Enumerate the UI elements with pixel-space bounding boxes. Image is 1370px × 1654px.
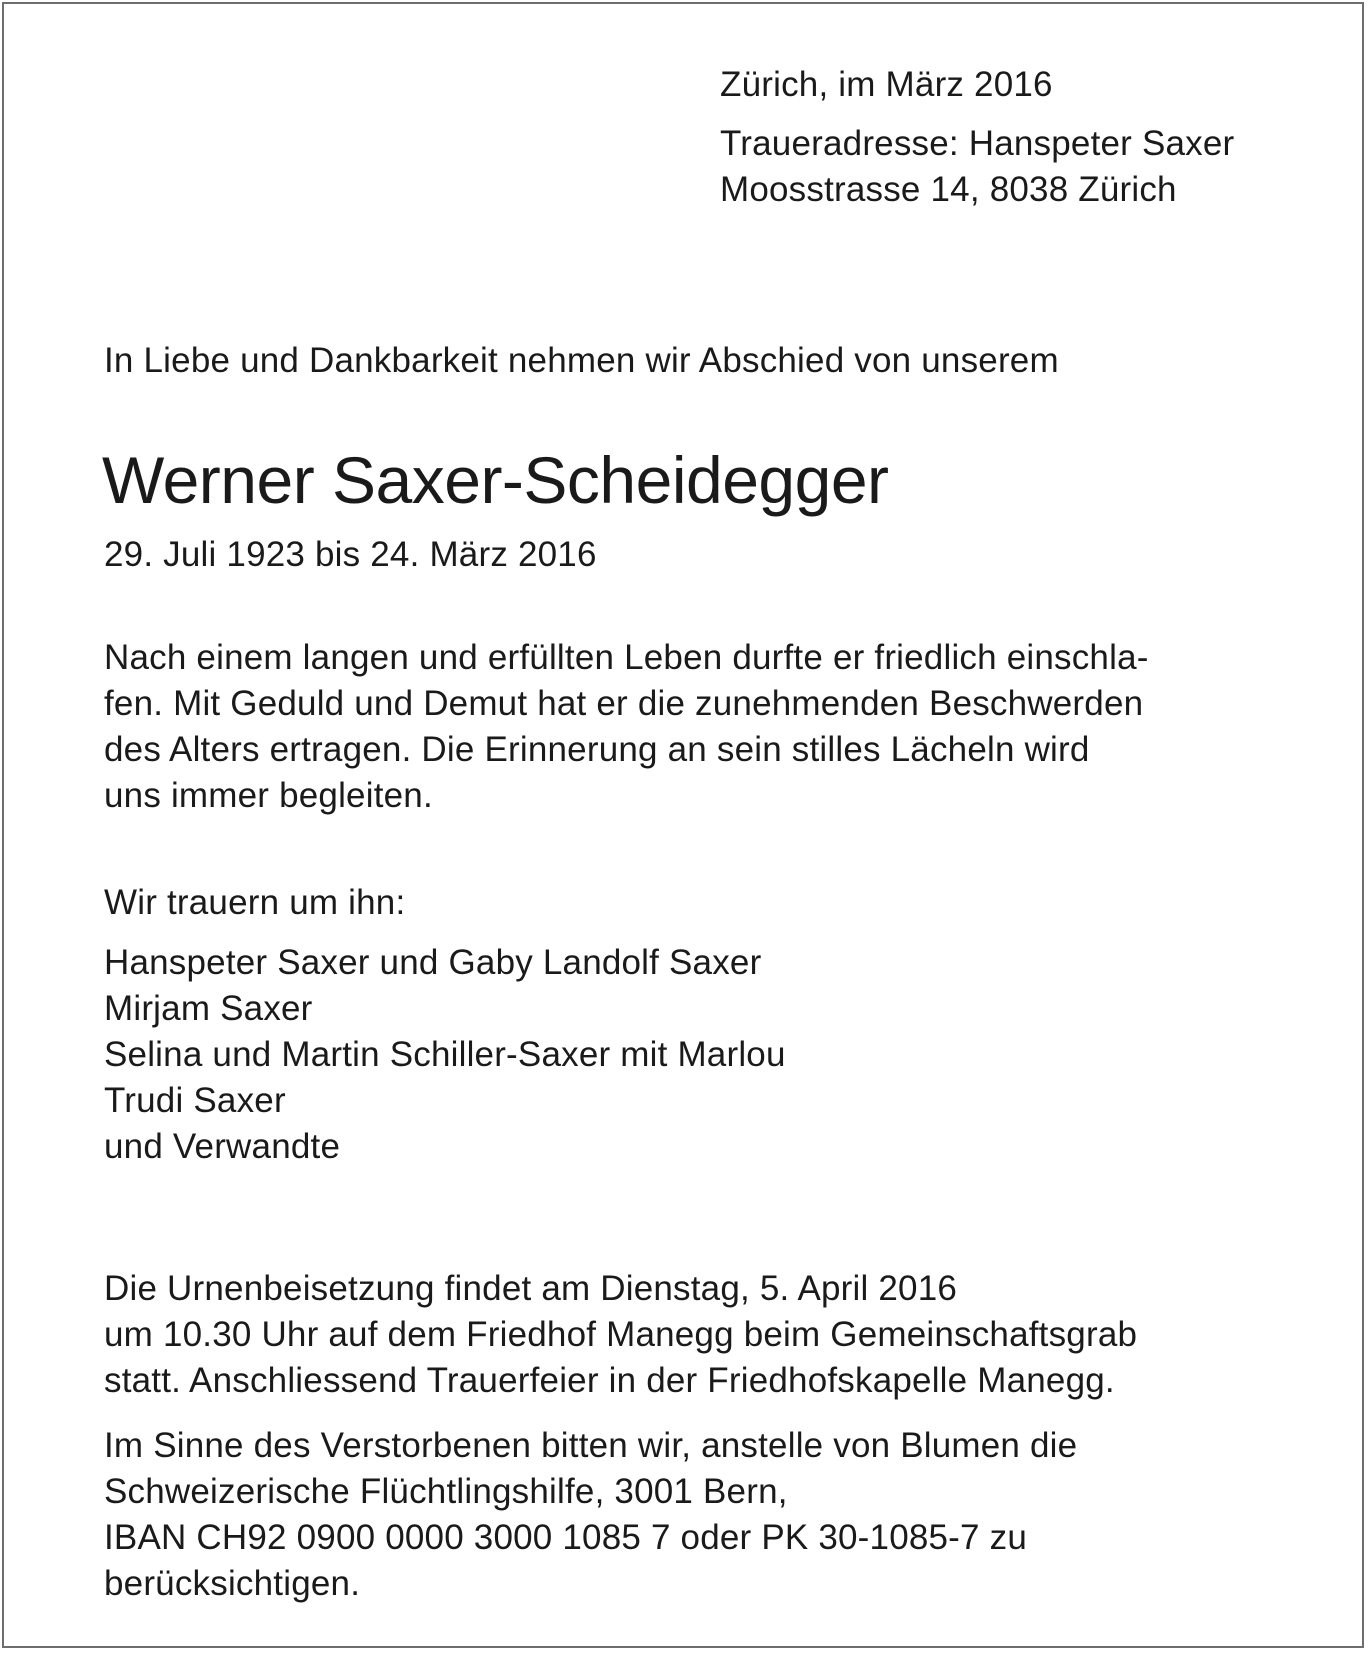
tribute-line: des Alters ertragen. Die Erinnerung an sein stilles Lächeln wird <box>104 730 1090 769</box>
donation-line: Im Sinne des Verstorbenen bitten wir, anstelle von Blumen die <box>104 1426 1078 1465</box>
address-line-2: Moosstrasse 14, 8038 Zürich <box>720 170 1177 209</box>
tribute-paragraph <box>104 635 1149 819</box>
deceased-name: Werner Saxer-Scheidegger <box>102 443 889 517</box>
tribute-line: Nach einem langen und erfüllten Leben durfte er friedlich einschla- <box>104 638 1149 677</box>
mourner-name: Hanspeter Saxer und Gaby Landolf Saxer <box>104 943 762 982</box>
donation-line: Schweizerische Flüchtlingshilfe, 3001 Bern, <box>104 1472 788 1511</box>
notice-frame <box>2 2 1364 1648</box>
ceremony-line: Die Urnenbeisetzung findet am Dienstag, 5. April 2016 <box>104 1269 958 1308</box>
mourner-name: und Verwandte <box>104 1127 341 1166</box>
tribute-line: fen. Mit Geduld und Demut hat er die zunehmenden Beschwerden <box>104 684 1144 723</box>
mourner-name: Trudi Saxer <box>104 1081 286 1120</box>
life-dates: 29. Juli 1923 bis 24. März 2016 <box>104 535 597 574</box>
ceremony-line: um 10.30 Uhr auf dem Friedhof Manegg beim Gemeinschaftsgrab <box>104 1315 1138 1354</box>
donation-line: berücksichtigen. <box>104 1564 361 1603</box>
mourners-list <box>104 940 786 1170</box>
ceremony-paragraph <box>104 1266 1137 1404</box>
ceremony-line: statt. Anschliessend Trauerfeier in der Friedhofskapelle Manegg. <box>104 1361 1115 1400</box>
intro-text: In Liebe und Dankbarkeit nehmen wir Abschied von unserem <box>104 341 1059 380</box>
tribute-line: uns immer begleiten. <box>104 776 433 815</box>
mourner-name: Selina und Martin Schiller-Saxer mit Marlou <box>104 1035 786 1074</box>
mourners-heading: Wir trauern um ihn: <box>104 883 406 922</box>
donation-line: IBAN CH92 0900 0000 3000 1085 7 oder PK 30-1085-7 zu <box>104 1518 1027 1557</box>
place-date: Zürich, im März 2016 <box>720 65 1053 104</box>
address-line-1: Traueradresse: Hanspeter Saxer <box>720 124 1235 163</box>
mourner-name: Mirjam Saxer <box>104 989 313 1028</box>
donation-paragraph <box>104 1423 1077 1607</box>
